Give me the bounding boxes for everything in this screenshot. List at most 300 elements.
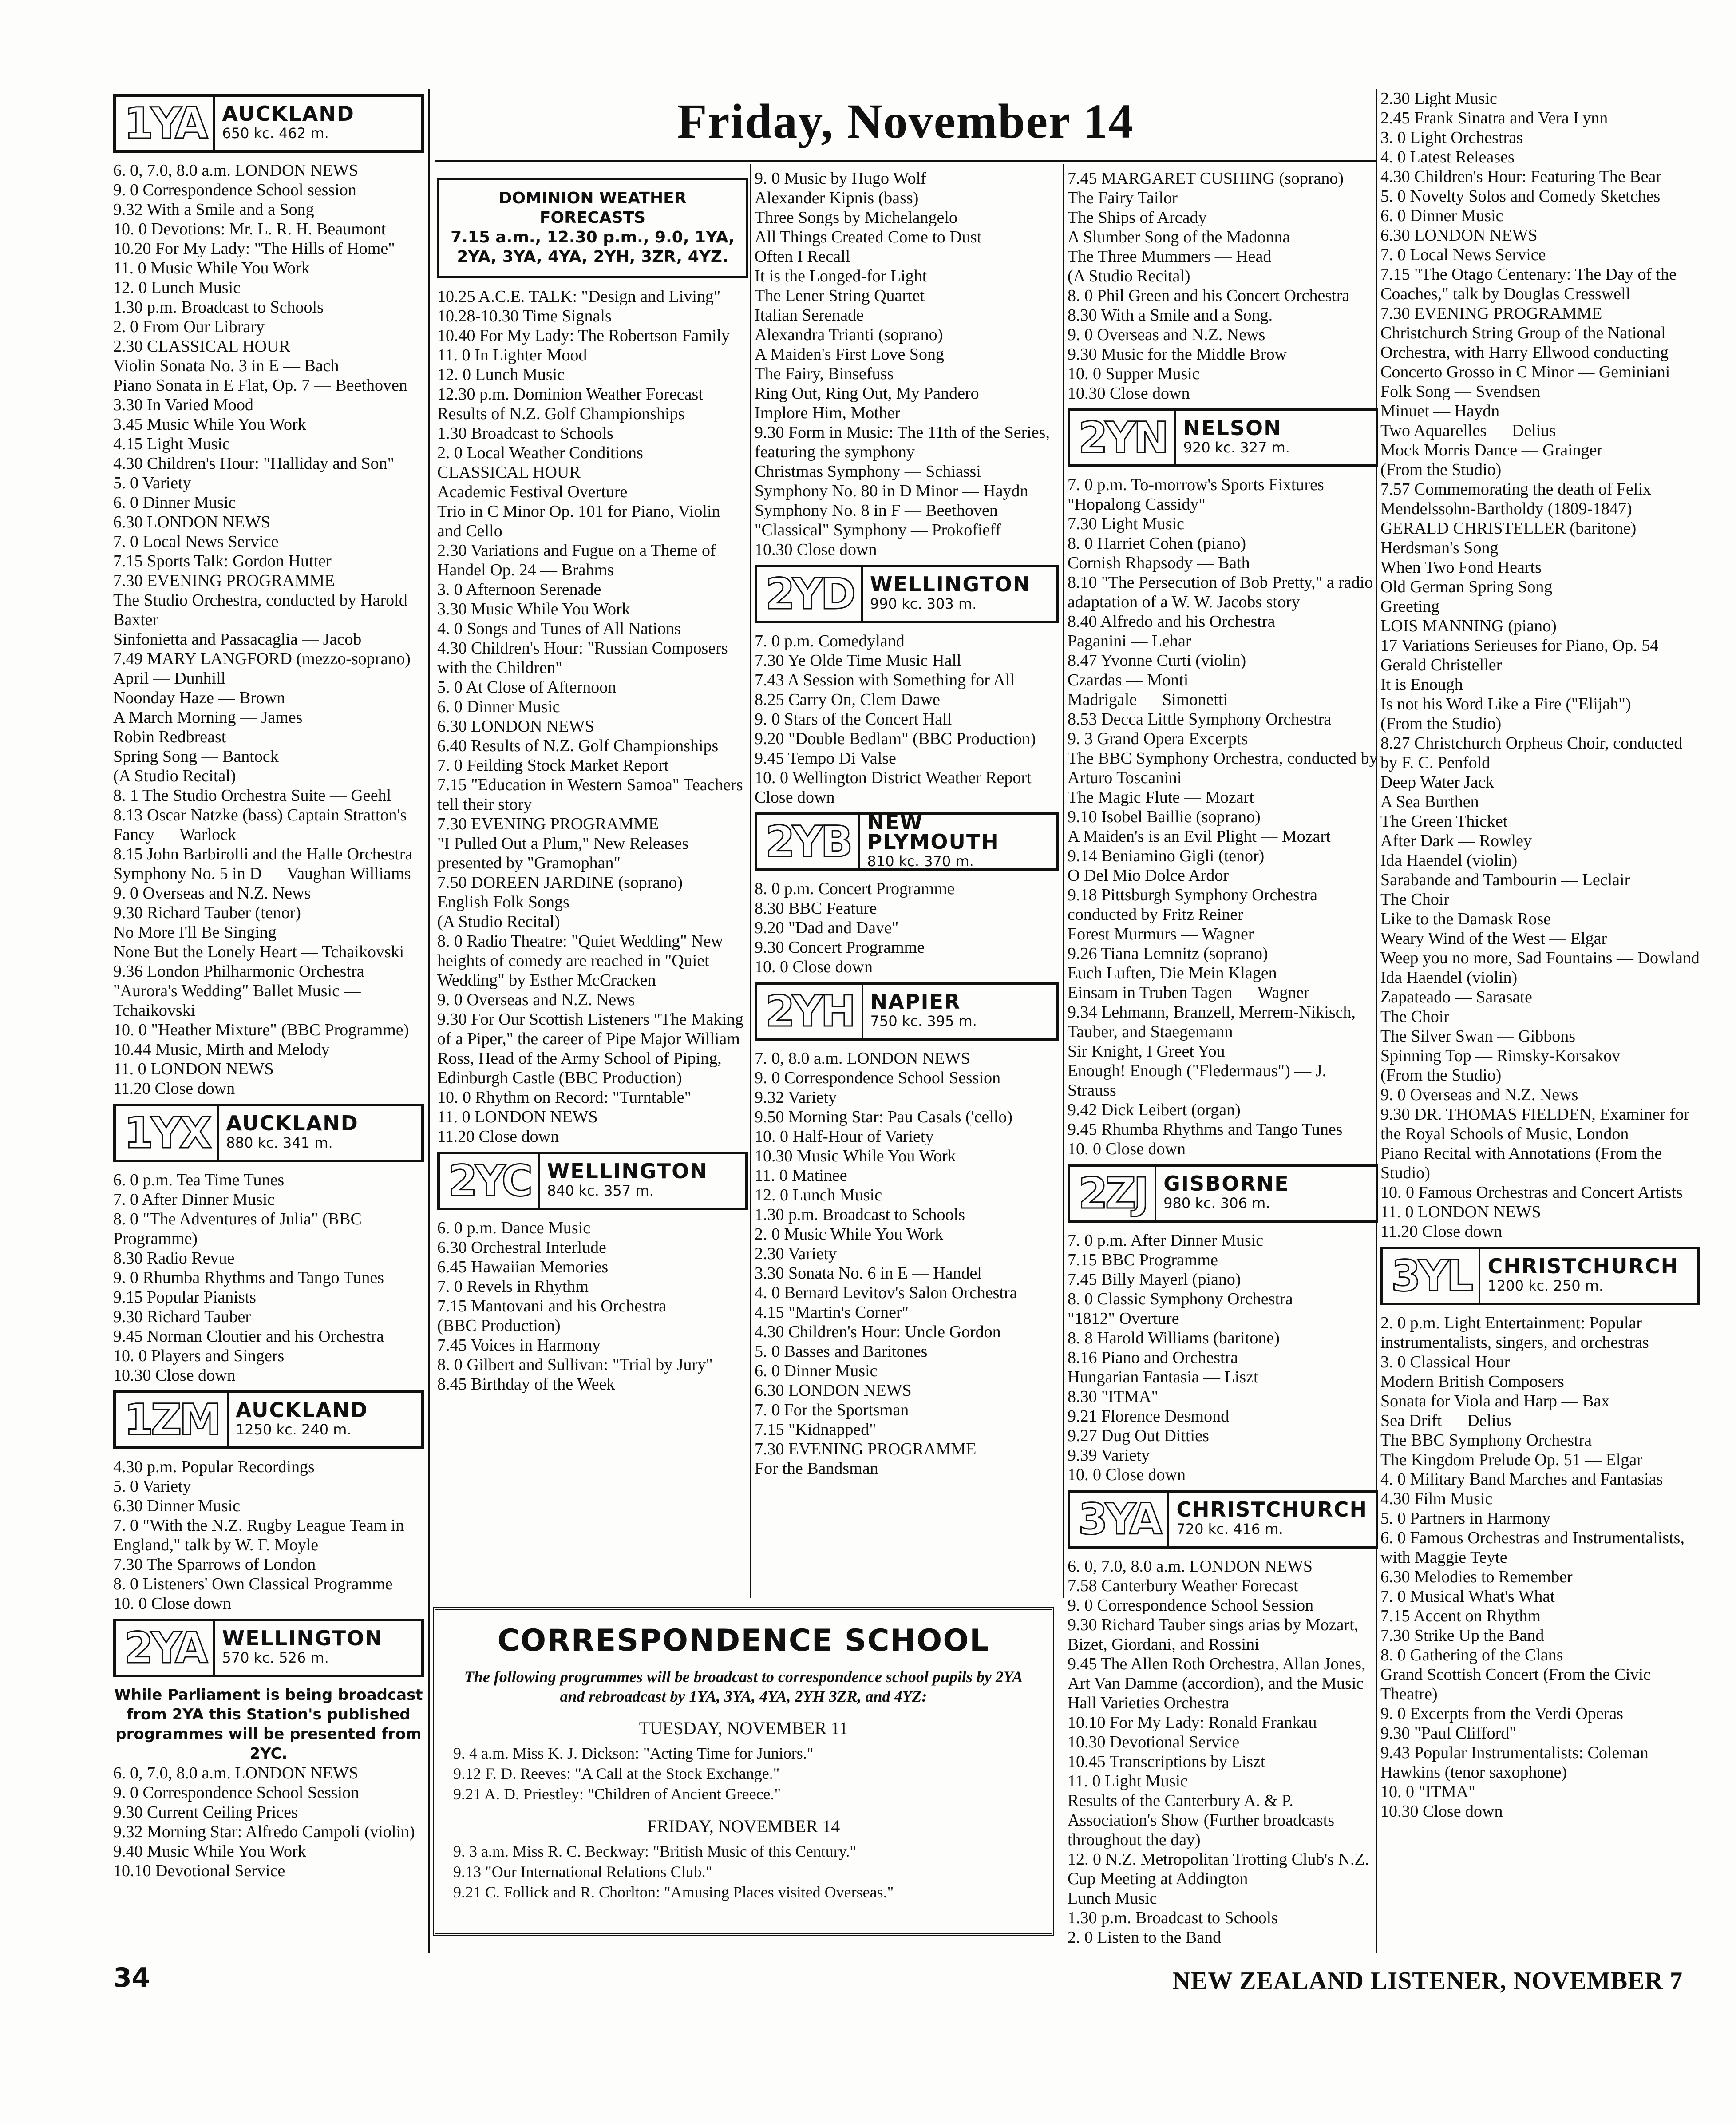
programme-entry: Symphony No. 8 in F — Beethoven xyxy=(755,501,998,520)
programme-entry: "I Pulled Out a Plum," New Releases presented by "Gramophan" xyxy=(437,834,689,872)
programme-entry: 7.15 "Kidnapped" xyxy=(755,1420,876,1439)
programme-entry: A Maiden's is an Evil Plight — Mozart xyxy=(1068,827,1331,846)
programme-entry: 7.45 Billy Mayerl (piano) xyxy=(1068,1270,1241,1289)
programme-entry: LOIS MANNING (piano) xyxy=(1380,617,1557,635)
programme-entry: 9.20 "Double Bedlam" (BBC Production) xyxy=(755,729,1036,748)
programme-entry: After Dark — Rowley xyxy=(1380,832,1532,850)
programme-entry: None But the Lonely Heart — Tchaikovski xyxy=(113,943,404,961)
programme-list-2zj xyxy=(1068,1231,1378,1485)
station-frequency: 650 kc. 462 m. xyxy=(222,125,329,142)
station-call-sign: 3YL xyxy=(1383,1249,1480,1303)
programme-entry: 9.14 Beniamino Gigli (tenor) xyxy=(1068,847,1265,865)
programme-entry: 2. 0 Local Weather Conditions xyxy=(437,444,643,462)
programme-entry: 4. 0 Military Band Marches and Fantasias xyxy=(1380,1470,1663,1489)
programme-entry: 9. 0 Music by Hugo Wolf xyxy=(755,169,926,188)
programme-list-3ya xyxy=(1068,1557,1378,1947)
programme-entry: 6. 0 p.m. Dance Music xyxy=(437,1219,591,1237)
programme-entry: 3.30 In Varied Mood xyxy=(113,396,253,414)
station-header-1zm xyxy=(113,1390,424,1449)
programme-entry: 6.30 LONDON NEWS xyxy=(437,717,594,736)
station-city: CHRISTCHURCH xyxy=(1176,1497,1368,1521)
programme-entry: 6.30 Orchestral Interlude xyxy=(437,1238,606,1257)
programme-entry: Folk Song — Svendsen xyxy=(1380,382,1540,401)
programme-entry: 10. 0 Close down xyxy=(1068,1466,1186,1484)
programme-entry: 9.40 Music While You Work xyxy=(113,1842,306,1861)
programme-entry: 9.21 Florence Desmond xyxy=(1068,1407,1230,1426)
programme-entry: Robin Redbreast xyxy=(113,728,226,746)
programme-entry: Forest Murmurs — Wagner xyxy=(1068,925,1254,943)
programme-entry: 11. 0 Light Music xyxy=(1068,1772,1188,1790)
programme-entry: 11. 0 Music While You Work xyxy=(113,259,310,277)
station-call-sign: 2YH xyxy=(757,985,863,1038)
programme-entry: 4. 0 Latest Releases xyxy=(1380,148,1515,166)
programme-entry: Enough! Enough ("Fledermaus") — J. Strauss xyxy=(1068,1062,1326,1100)
programme-entry: Sir Knight, I Greet You xyxy=(1068,1042,1225,1061)
programme-entry: Trio in C Minor Op. 101 for Piano, Violin and Cello xyxy=(437,502,720,540)
programme-entry: 9. 3 Grand Opera Excerpts xyxy=(1068,729,1248,748)
programme-entry: 5. 0 Partners in Harmony xyxy=(1380,1509,1551,1528)
correspondence-row: 9. 3 a.m. Miss R. C. Beckway: "British Music of this Century." xyxy=(453,1842,857,1860)
programme-entry: 7.30 The Sparrows of London xyxy=(113,1555,316,1574)
programme-entry: Italian Serenade xyxy=(755,306,864,325)
column-divider-1 xyxy=(428,89,430,1953)
programme-entry: Results of N.Z. Golf Championships xyxy=(437,404,685,423)
programme-entry: 7. 0 "With the N.Z. Rugby League Team in England," talk by W. F. Moyle xyxy=(113,1516,404,1554)
programme-list-2yd xyxy=(755,631,1059,807)
programme-entry: 8. 0 p.m. Concert Programme xyxy=(755,879,955,898)
station-city: WELLINGTON xyxy=(547,1159,708,1183)
programme-entry: 8.30 With a Smile and a Song. xyxy=(1068,306,1273,325)
programme-entry: 9. 0 Rhumba Rhythms and Tango Tunes xyxy=(113,1268,384,1287)
weather-box-title: DOMINION WEATHER FORECASTS xyxy=(498,189,687,227)
programme-entry: 2.30 Variety xyxy=(755,1244,837,1263)
programme-entry: 7.30 Light Music xyxy=(1068,515,1184,533)
programme-entry: 8. 0 Classic Symphony Orchestra xyxy=(1068,1290,1293,1308)
programme-entry: The Three Mummers — Head xyxy=(1068,247,1272,266)
programme-entry: The Fairy Tailor xyxy=(1068,189,1178,207)
programme-entry: 8.30 "ITMA" xyxy=(1068,1387,1159,1406)
programme-entry: 6. 0 p.m. Tea Time Tunes xyxy=(113,1171,285,1189)
programme-entry: 4.30 Children's Hour: Uncle Gordon xyxy=(755,1323,1001,1341)
programme-entry: Concerto Grosso in C Minor — Geminiani xyxy=(1380,363,1670,381)
programme-entry: 8.40 Alfredo and his Orchestra xyxy=(1068,612,1275,631)
programme-entry: 7.15 "The Otago Centenary: The Day of the Coaches," talk by Douglas Cresswell xyxy=(1380,265,1677,303)
programme-entry: A March Morning — James xyxy=(113,708,303,727)
programme-entry: 9.30 "Paul Clifford" xyxy=(1380,1724,1516,1743)
programme-entry: 5. 0 Variety xyxy=(113,474,191,492)
programme-entry: 7. 0 For the Sportsman xyxy=(755,1401,909,1419)
programme-entry: 9.43 Popular Instrumentalists: Coleman Hawkins (tenor saxophone) xyxy=(1380,1743,1649,1782)
programme-entry: The Lener String Quartet xyxy=(755,286,925,305)
programme-entry: Christmas Symphony — Schiassi xyxy=(755,462,981,481)
programme-entry: Cornish Rhapsody — Bath xyxy=(1068,554,1250,572)
programme-entry: 4.15 Light Music xyxy=(113,435,230,453)
programme-entry: Paganini — Lehar xyxy=(1068,632,1191,650)
station-frequency: 920 kc. 327 m. xyxy=(1183,439,1290,456)
programme-entry: 11.20 Close down xyxy=(437,1127,559,1146)
programme-entry: Herdsman's Song xyxy=(1380,539,1499,557)
programme-entry: 9. 0 Excerpts from the Verdi Operas xyxy=(1380,1704,1623,1723)
correspondence-day-1-list xyxy=(453,1743,1034,1804)
programme-entry: Three Songs by Michelangelo xyxy=(755,208,957,227)
column-divider-3 xyxy=(1063,164,1064,1598)
correspondence-row: 9.21 C. Follick and R. Chorlton: "Amusing Places visited Overseas." xyxy=(453,1883,894,1901)
programme-entry: 9.18 Pittsburgh Symphony Orchestra conducted by Fritz Reiner xyxy=(1068,886,1317,924)
programme-entry: Close down xyxy=(755,788,835,807)
programme-entry: 8. 0 Radio Theatre: "Quiet Wedding" New heights of comedy are reached in "Quiet Wedding" by Esther McCracken xyxy=(437,932,723,990)
station-frequency: 1250 kc. 240 m. xyxy=(235,1421,352,1438)
programme-entry: 10. 0 Rhythm on Record: "Turntable" xyxy=(437,1088,692,1107)
programme-entry: (A Studio Recital) xyxy=(1068,267,1190,285)
station-call-sign: 2ZJ xyxy=(1070,1167,1156,1220)
programme-entry: 2.30 Variations and Fugue on a Theme of Handel Op. 24 — Brahms xyxy=(437,541,716,579)
programme-entry: 9.32 With a Smile and a Song xyxy=(113,200,314,219)
programme-entry: 6. 0 Dinner Music xyxy=(1380,206,1503,225)
programme-entry: Results of the Canterbury A. & P. Association's Show (Further broadcasts throughout the day) xyxy=(1068,1791,1335,1849)
programme-entry: 8. 0 Gathering of the Clans xyxy=(1380,1646,1563,1664)
programme-entry: 5. 0 Novelty Solos and Comedy Sketches xyxy=(1380,187,1661,206)
programme-entry: Often I Recall xyxy=(755,247,850,266)
programme-list-2ya xyxy=(113,1763,424,1881)
station-call-sign: 1YA xyxy=(116,97,215,150)
station-city: AUCKLAND xyxy=(226,1111,359,1135)
programme-entry: 7.30 EVENING PROGRAMME xyxy=(437,815,659,833)
column-divider-2 xyxy=(750,164,751,1598)
programme-entry: 12. 0 N.Z. Metropolitan Trotting Club's N.Z. Cup Meeting at Addington xyxy=(1068,1850,1369,1888)
programme-entry: 7. 0 p.m. To-morrow's Sports Fixtures xyxy=(1068,475,1324,494)
programme-entry: 6. 0 Dinner Music xyxy=(437,697,560,716)
programme-entry: 5. 0 Basses and Baritones xyxy=(755,1342,928,1361)
programme-entry: 3. 0 Light Orchestras xyxy=(1380,128,1523,147)
programme-entry: Madrigale — Simonetti xyxy=(1068,690,1228,709)
programme-entry: 7. 0 Revels in Rhythm xyxy=(437,1277,589,1296)
correspondence-row: 9.12 F. D. Reeves: "A Call at the Stock Exchange." xyxy=(453,1765,780,1782)
programme-entry: 6. 0, 7.0, 8.0 a.m. LONDON NEWS xyxy=(1068,1557,1313,1576)
page-title: Friday, November 14 xyxy=(677,94,1134,148)
programme-entry: April — Dunhill xyxy=(113,669,226,688)
station-call-sign: 1YX xyxy=(116,1106,219,1160)
programme-entry: 4.30 Children's Hour: "Halliday and Son" xyxy=(113,454,395,473)
programme-entry: 9. 0 Overseas and N.Z. News xyxy=(1068,325,1265,344)
programme-entry: 9.45 The Allen Roth Orchestra, Allan Jones, Art Van Damme (accordion), and the Music Hall Varieties Orchestra xyxy=(1068,1655,1366,1712)
programme-list-1yx xyxy=(113,1170,424,1385)
programme-entry: 6.30 Melodies to Remember xyxy=(1380,1568,1573,1586)
programme-entry: 7.58 Canterbury Weather Forecast xyxy=(1068,1576,1298,1595)
programme-entry: 8.30 BBC Feature xyxy=(755,899,877,918)
programme-entry: 3. 0 Classical Hour xyxy=(1380,1353,1510,1371)
programme-entry: Mock Morris Dance — Grainger xyxy=(1380,441,1603,459)
station-header-1yx xyxy=(113,1104,424,1162)
programme-entry: 6.30 LONDON NEWS xyxy=(1380,226,1538,245)
programme-entry: 10.20 For My Lady: "The Hills of Home" xyxy=(113,239,395,258)
programme-entry: English Folk Songs xyxy=(437,893,569,911)
programme-entry: 9.32 Variety xyxy=(755,1088,837,1107)
programme-entry: (From the Studio) xyxy=(1380,714,1502,733)
programme-entry: 2. 0 From Our Library xyxy=(113,317,265,336)
programme-entry: Academic Festival Overture xyxy=(437,483,628,501)
programme-entry: 9.20 "Dad and Dave" xyxy=(755,919,899,937)
programme-entry: 6. 0 Famous Orchestras and Instrumentalists, with Maggie Teyte xyxy=(1380,1529,1685,1567)
programme-entry: Alexandra Trianti (soprano) xyxy=(755,325,943,344)
programme-entry: The Green Thicket xyxy=(1380,812,1508,831)
programme-entry: 10.30 Close down xyxy=(1068,384,1190,403)
programme-entry: 6.40 Results of N.Z. Golf Championships xyxy=(437,737,719,755)
correspondence-day-1: TUESDAY, NOVEMBER 11 xyxy=(639,1718,848,1738)
programme-entry: 3.45 Music While You Work xyxy=(113,415,306,434)
correspondence-row: 9.21 A. D. Priestley: "Children of Ancient Greece." xyxy=(453,1785,781,1803)
programme-entry: 6.45 Hawaiian Memories xyxy=(437,1258,609,1276)
programme-entry: 10.44 Music, Mirth and Melody xyxy=(113,1040,330,1059)
programme-entry: "Hopalong Cassidy" xyxy=(1068,495,1206,514)
programme-entry: 9. 0 Stars of the Concert Hall xyxy=(755,710,952,729)
programme-entry: Alexander Kipnis (bass) xyxy=(755,189,919,207)
programme-entry: 10.25 A.C.E. TALK: "Design and Living" xyxy=(437,287,721,306)
programme-entry: 8. 8 Harold Williams (baritone) xyxy=(1068,1329,1280,1347)
programme-entry: 7.30 EVENING PROGRAMME xyxy=(1380,304,1602,323)
programme-entry: 9.45 Rhumba Rhythms and Tango Tunes xyxy=(1068,1120,1343,1139)
programme-entry: 9.30 For Our Scottish Listeners "The Making of a Piper," the career of Pipe Major William Ross, Head of the Army School of Piping, Edinburgh Castle (BBC Production) xyxy=(437,1010,743,1087)
programme-entry: All Things Created Come to Dust xyxy=(755,228,982,246)
column-3 xyxy=(755,169,1059,1478)
programme-entry: 9. 0 Overseas and N.Z. News xyxy=(1380,1085,1578,1104)
programme-entry: Gerald Christeller xyxy=(1380,656,1502,674)
programme-entry: 7.30 Strike Up the Band xyxy=(1380,1626,1544,1645)
programme-entry: 4. 0 Songs and Tunes of All Nations xyxy=(437,619,681,638)
programme-entry: 7. 0 Musical What's What xyxy=(1380,1587,1555,1606)
weather-box-times: 7.15 a.m., 12.30 p.m., 9.0, 1YA, 2YA, 3YA, 4YA, 2YH, 3ZR, 4YZ. xyxy=(451,228,735,266)
station-call-sign: 2YN xyxy=(1070,411,1176,464)
programme-entry: 10. 0 Famous Orchestras and Concert Artists xyxy=(1380,1183,1683,1202)
programme-entry: 8.16 Piano and Orchestra xyxy=(1068,1348,1238,1367)
correspondence-title: CORRESPONDENCE SCHOOL xyxy=(497,1623,990,1658)
programme-entry: Spinning Top — Rimsky-Korsakov xyxy=(1380,1046,1621,1065)
station-frequency: 990 kc. 303 m. xyxy=(870,595,977,612)
programme-entry: 7.30 EVENING PROGRAMME xyxy=(755,1440,977,1458)
programme-entry: Like to the Damask Rose xyxy=(1380,910,1551,928)
programme-entry: The Choir xyxy=(1380,890,1450,909)
programme-entry: 10. 0 Close down xyxy=(1068,1140,1186,1158)
programme-entry: When Two Fond Hearts xyxy=(1380,558,1542,577)
programme-entry: 2.30 CLASSICAL HOUR xyxy=(113,337,290,356)
programme-list-2yn xyxy=(1068,475,1378,1159)
programme-entry: 2. 0 Listen to the Band xyxy=(1068,1928,1222,1947)
programme-entry: 8.27 Christchurch Orpheus Choir, conducted by F. C. Penfold xyxy=(1380,734,1683,772)
programme-entry: 7.15 "Education in Western Samoa" Teachers tell their story xyxy=(437,776,743,814)
programme-entry: Piano Recital with Annotations (From the Studio) xyxy=(1380,1144,1662,1182)
programme-entry: "Classical" Symphony — Prokofieff xyxy=(755,521,1001,539)
programme-entry: 6.30 LONDON NEWS xyxy=(113,513,270,531)
programme-entry: For the Bandsman xyxy=(755,1459,878,1478)
programme-entry: Sea Drift — Delius xyxy=(1380,1411,1511,1430)
station-header-3yl xyxy=(1380,1247,1700,1305)
programme-entry: 4.15 "Martin's Corner" xyxy=(755,1303,909,1322)
programme-entry: 9.30 Richard Tauber (tenor) xyxy=(113,903,301,922)
station-call-sign: 1ZM xyxy=(116,1393,229,1446)
programme-entry: Deep Water Jack xyxy=(1380,773,1494,792)
programme-entry: Sinfonietta and Passacaglia — Jacob xyxy=(113,630,362,649)
programme-entry: 11. 0 Matinee xyxy=(755,1166,847,1185)
station-frequency: 880 kc. 341 m. xyxy=(226,1134,333,1151)
programme-entry: 9.30 Current Ceiling Prices xyxy=(113,1803,298,1822)
programme-entry: 7. 0 After Dinner Music xyxy=(113,1190,275,1209)
programme-entry: Czardas — Monti xyxy=(1068,671,1189,689)
programme-entry: The Fairy, Binsefuss xyxy=(755,364,894,383)
station-city: CHRISTCHURCH xyxy=(1487,1254,1679,1278)
programme-entry: Spring Song — Bantock xyxy=(113,747,279,766)
weather-forecast-box xyxy=(437,178,748,278)
programme-entry: 6. 0 Dinner Music xyxy=(755,1362,878,1380)
programme-entry: 8.53 Decca Little Symphony Orchestra xyxy=(1068,710,1332,729)
station-frequency: 750 kc. 395 m. xyxy=(870,1013,977,1030)
programme-entry: 9. 0 Correspondence School Session xyxy=(113,1783,360,1802)
correspondence-row: 9. 4 a.m. Miss K. J. Dickson: "Acting Time for Juniors." xyxy=(453,1744,814,1762)
station-header-2yc xyxy=(437,1152,748,1210)
station-header-2zj xyxy=(1068,1164,1378,1223)
programme-entry: Sonata for Viola and Harp — Bax xyxy=(1380,1392,1610,1410)
programme-entry: 4. 0 Bernard Levitov's Salon Orchestra xyxy=(755,1283,1017,1302)
station-city: AUCKLAND xyxy=(222,102,355,126)
programme-entry: 2. 0 Music While You Work xyxy=(755,1225,944,1244)
programme-entry: 7. 0 Local News Service xyxy=(1380,246,1546,264)
programme-entry: The Choir xyxy=(1380,1007,1450,1026)
column-1 xyxy=(113,89,424,1881)
programme-entry: Noonday Haze — Brown xyxy=(113,689,285,707)
programme-entry: 8.15 John Barbirolli and the Halle Orchestra xyxy=(113,845,413,863)
programme-entry: 1.30 Broadcast to Schools xyxy=(437,424,613,443)
programme-entry: It is the Longed-for Light xyxy=(755,267,927,285)
programme-entry: The Studio Orchestra, conducted by Harold Baxter xyxy=(113,591,407,629)
programme-entry: 8. 0 Phil Green and his Concert Orchestra xyxy=(1068,286,1350,305)
programme-entry: Implore Him, Mother xyxy=(755,404,901,422)
programme-entry: 7.45 Voices in Harmony xyxy=(437,1336,601,1355)
programme-entry: 6. 0, 7.0, 8.0 a.m. LONDON NEWS xyxy=(113,161,359,180)
programme-entry: 9. 0 Correspondence School Session xyxy=(755,1069,1001,1087)
programme-entry: 6.30 Dinner Music xyxy=(113,1497,241,1515)
programme-entry: 1.30 p.m. Broadcast to Schools xyxy=(1068,1909,1278,1927)
programme-entry: 7. 0, 8.0 a.m. LONDON NEWS xyxy=(755,1049,970,1068)
programme-entry: Old German Spring Song xyxy=(1380,578,1553,596)
programme-entry: 1.30 p.m. Broadcast to Schools xyxy=(113,298,324,317)
programme-list-2ya-cont xyxy=(437,287,748,1146)
programme-entry: 8. 0 "The Adventures of Julia" (BBC Programme) xyxy=(113,1210,362,1248)
programme-entry: 4.30 Children's Hour: "Russian Composers with the Children" xyxy=(437,639,728,677)
programme-entry: The Magic Flute — Mozart xyxy=(1068,788,1254,807)
programme-list-2yh xyxy=(755,1049,1059,1478)
programme-entry: Christchurch String Group of the National Orchestra, with Harry Ellwood conducting xyxy=(1380,324,1669,362)
station-header-2yd xyxy=(755,565,1059,623)
programme-entry: 6. 0 Dinner Music xyxy=(113,493,236,512)
programme-entry: 10.30 Devotional Service xyxy=(1068,1733,1240,1751)
programme-entry: (A Studio Recital) xyxy=(437,912,560,931)
programme-entry: (From the Studio) xyxy=(1380,1066,1502,1085)
programme-entry: 10. 0 Devotions: Mr. L. R. H. Beaumont xyxy=(113,220,386,238)
programme-entry: 10. 0 Supper Music xyxy=(1068,364,1200,383)
station-header-3ya xyxy=(1068,1490,1378,1549)
programme-entry: 7. 0 p.m. After Dinner Music xyxy=(1068,1231,1264,1250)
programme-entry: 4.30 Children's Hour: Featuring The Bear xyxy=(1380,167,1662,186)
column-5 xyxy=(1380,89,1700,1821)
programme-entry: 2. 0 p.m. Light Entertainment: Popular instrumentalists, singers, and orchestras xyxy=(1380,1314,1649,1352)
programme-entry: 11. 0 LONDON NEWS xyxy=(1380,1203,1541,1221)
programme-entry: 4.30 p.m. Popular Recordings xyxy=(113,1458,315,1476)
programme-entry: 9.30 Richard Tauber xyxy=(113,1307,251,1326)
programme-entry: 10.30 Close down xyxy=(1380,1802,1503,1821)
station-city: NEW PLYMOUTH xyxy=(867,810,999,854)
programme-entry: 7.45 MARGARET CUSHING (soprano) xyxy=(1068,169,1344,188)
correspondence-row: 9.13 "Our International Relations Club." xyxy=(453,1863,712,1881)
programme-list-col4 xyxy=(1068,169,1378,403)
title-rule xyxy=(435,160,1376,162)
programme-list-2yb xyxy=(755,879,1059,977)
programme-entry: 1.30 p.m. Broadcast to Schools xyxy=(755,1205,965,1224)
programme-list-1zm xyxy=(113,1457,424,1613)
programme-list-2yc xyxy=(437,1218,748,1394)
programme-entry: 12. 0 Lunch Music xyxy=(437,365,565,384)
station-city: NELSON xyxy=(1183,416,1282,440)
programme-entry: 7.15 Sports Talk: Gordon Hutter xyxy=(113,552,332,570)
programme-entry: 7.43 A Session with Something for All xyxy=(755,671,1015,689)
programme-entry: 12.30 p.m. Dominion Weather Forecast xyxy=(437,385,703,404)
station-header-2yn xyxy=(1068,408,1378,467)
programme-entry: 10.30 Close down xyxy=(755,540,877,559)
programme-entry: 9.32 Morning Star: Alfredo Campoli (violin) xyxy=(113,1822,415,1841)
programme-entry: 7.15 Accent on Rhythm xyxy=(1380,1607,1541,1625)
programme-entry: 9.30 Concert Programme xyxy=(755,938,925,957)
station-call-sign: 2YA xyxy=(116,1621,215,1675)
programme-list-3yl xyxy=(1380,1313,1700,1821)
programme-entry: The BBC Symphony Orchestra xyxy=(1380,1431,1592,1450)
programme-entry: O Del Mio Dolce Ardor xyxy=(1068,866,1229,885)
programme-entry: 10. 0 "Heather Mixture" (BBC Programme) xyxy=(113,1021,409,1039)
programme-entry: Ring Out, Ring Out, My Pandero xyxy=(755,384,979,403)
programme-entry: 9.10 Isobel Baillie (soprano) xyxy=(1068,808,1261,826)
programme-entry: GERALD CHRISTELLER (baritone) xyxy=(1380,519,1637,538)
programme-entry: 3. 0 Afternoon Serenade xyxy=(437,580,601,599)
programme-entry: 10.10 For My Lady: Ronald Frankau xyxy=(1068,1713,1317,1732)
programme-entry: 10. 0 "ITMA" xyxy=(1380,1782,1475,1801)
programme-entry: 8. 1 The Studio Orchestra Suite — Geehl xyxy=(113,786,391,805)
station-city: NAPIER xyxy=(870,990,961,1014)
programme-entry: 7. 0 Feilding Stock Market Report xyxy=(437,756,669,775)
programme-entry: 7.30 Ye Olde Time Music Hall xyxy=(755,651,961,670)
page-number: 34 xyxy=(113,1962,150,1993)
programme-entry: Ida Haendel (violin) xyxy=(1380,851,1518,870)
programme-entry: A Slumber Song of the Madonna xyxy=(1068,228,1290,246)
programme-entry: Symphony No. 80 in D Minor — Haydn xyxy=(755,482,1028,500)
programme-entry: 10.45 Transcriptions by Liszt xyxy=(1068,1752,1265,1771)
programme-entry: The Ships of Arcady xyxy=(1068,208,1207,227)
programme-entry: 9.30 Music for the Middle Brow xyxy=(1068,345,1287,364)
programme-entry: "Aurora's Wedding" Ballet Music — Tchaikovski xyxy=(113,982,361,1020)
correspondence-day-2: FRIDAY, NOVEMBER 14 xyxy=(647,1816,840,1836)
publication-footer: NEW ZEALAND LISTENER, NOVEMBER 7 xyxy=(1172,1967,1683,1995)
station-call-sign: 2YC xyxy=(440,1154,540,1208)
programme-entry: 3.30 Sonata No. 6 in E — Handel xyxy=(755,1264,982,1283)
programme-entry: 8.25 Carry On, Clem Dawe xyxy=(755,690,940,709)
station-call-sign: 2YD xyxy=(757,567,863,621)
programme-entry: 7.49 MARY LANGFORD (mezzo-soprano) xyxy=(113,650,411,668)
correspondence-day-2-list xyxy=(453,1841,1034,1902)
programme-entry: 10. 0 Half-Hour of Variety xyxy=(755,1127,934,1146)
programme-entry: 9.30 Richard Tauber sings arias by Mozart, Bizet, Giordani, and Rossini xyxy=(1068,1616,1359,1654)
station-frequency: 980 kc. 306 m. xyxy=(1163,1195,1270,1212)
programme-entry: Hungarian Fantasia — Liszt xyxy=(1068,1368,1258,1386)
programme-entry: 11.20 Close down xyxy=(1380,1222,1503,1241)
station-frequency: 840 kc. 357 m. xyxy=(547,1182,654,1199)
programme-entry: 10.28-10.30 Time Signals xyxy=(437,307,612,325)
correspondence-intro: The following programmes will be broadcast to correspondence school pupils by 2YA and rebroadcast by 1YA, 3YA, 4YA, 2YH 3ZR, and 4YZ: xyxy=(464,1668,1023,1705)
programme-entry: 9.26 Tiana Lemnitz (soprano) xyxy=(1068,944,1268,963)
